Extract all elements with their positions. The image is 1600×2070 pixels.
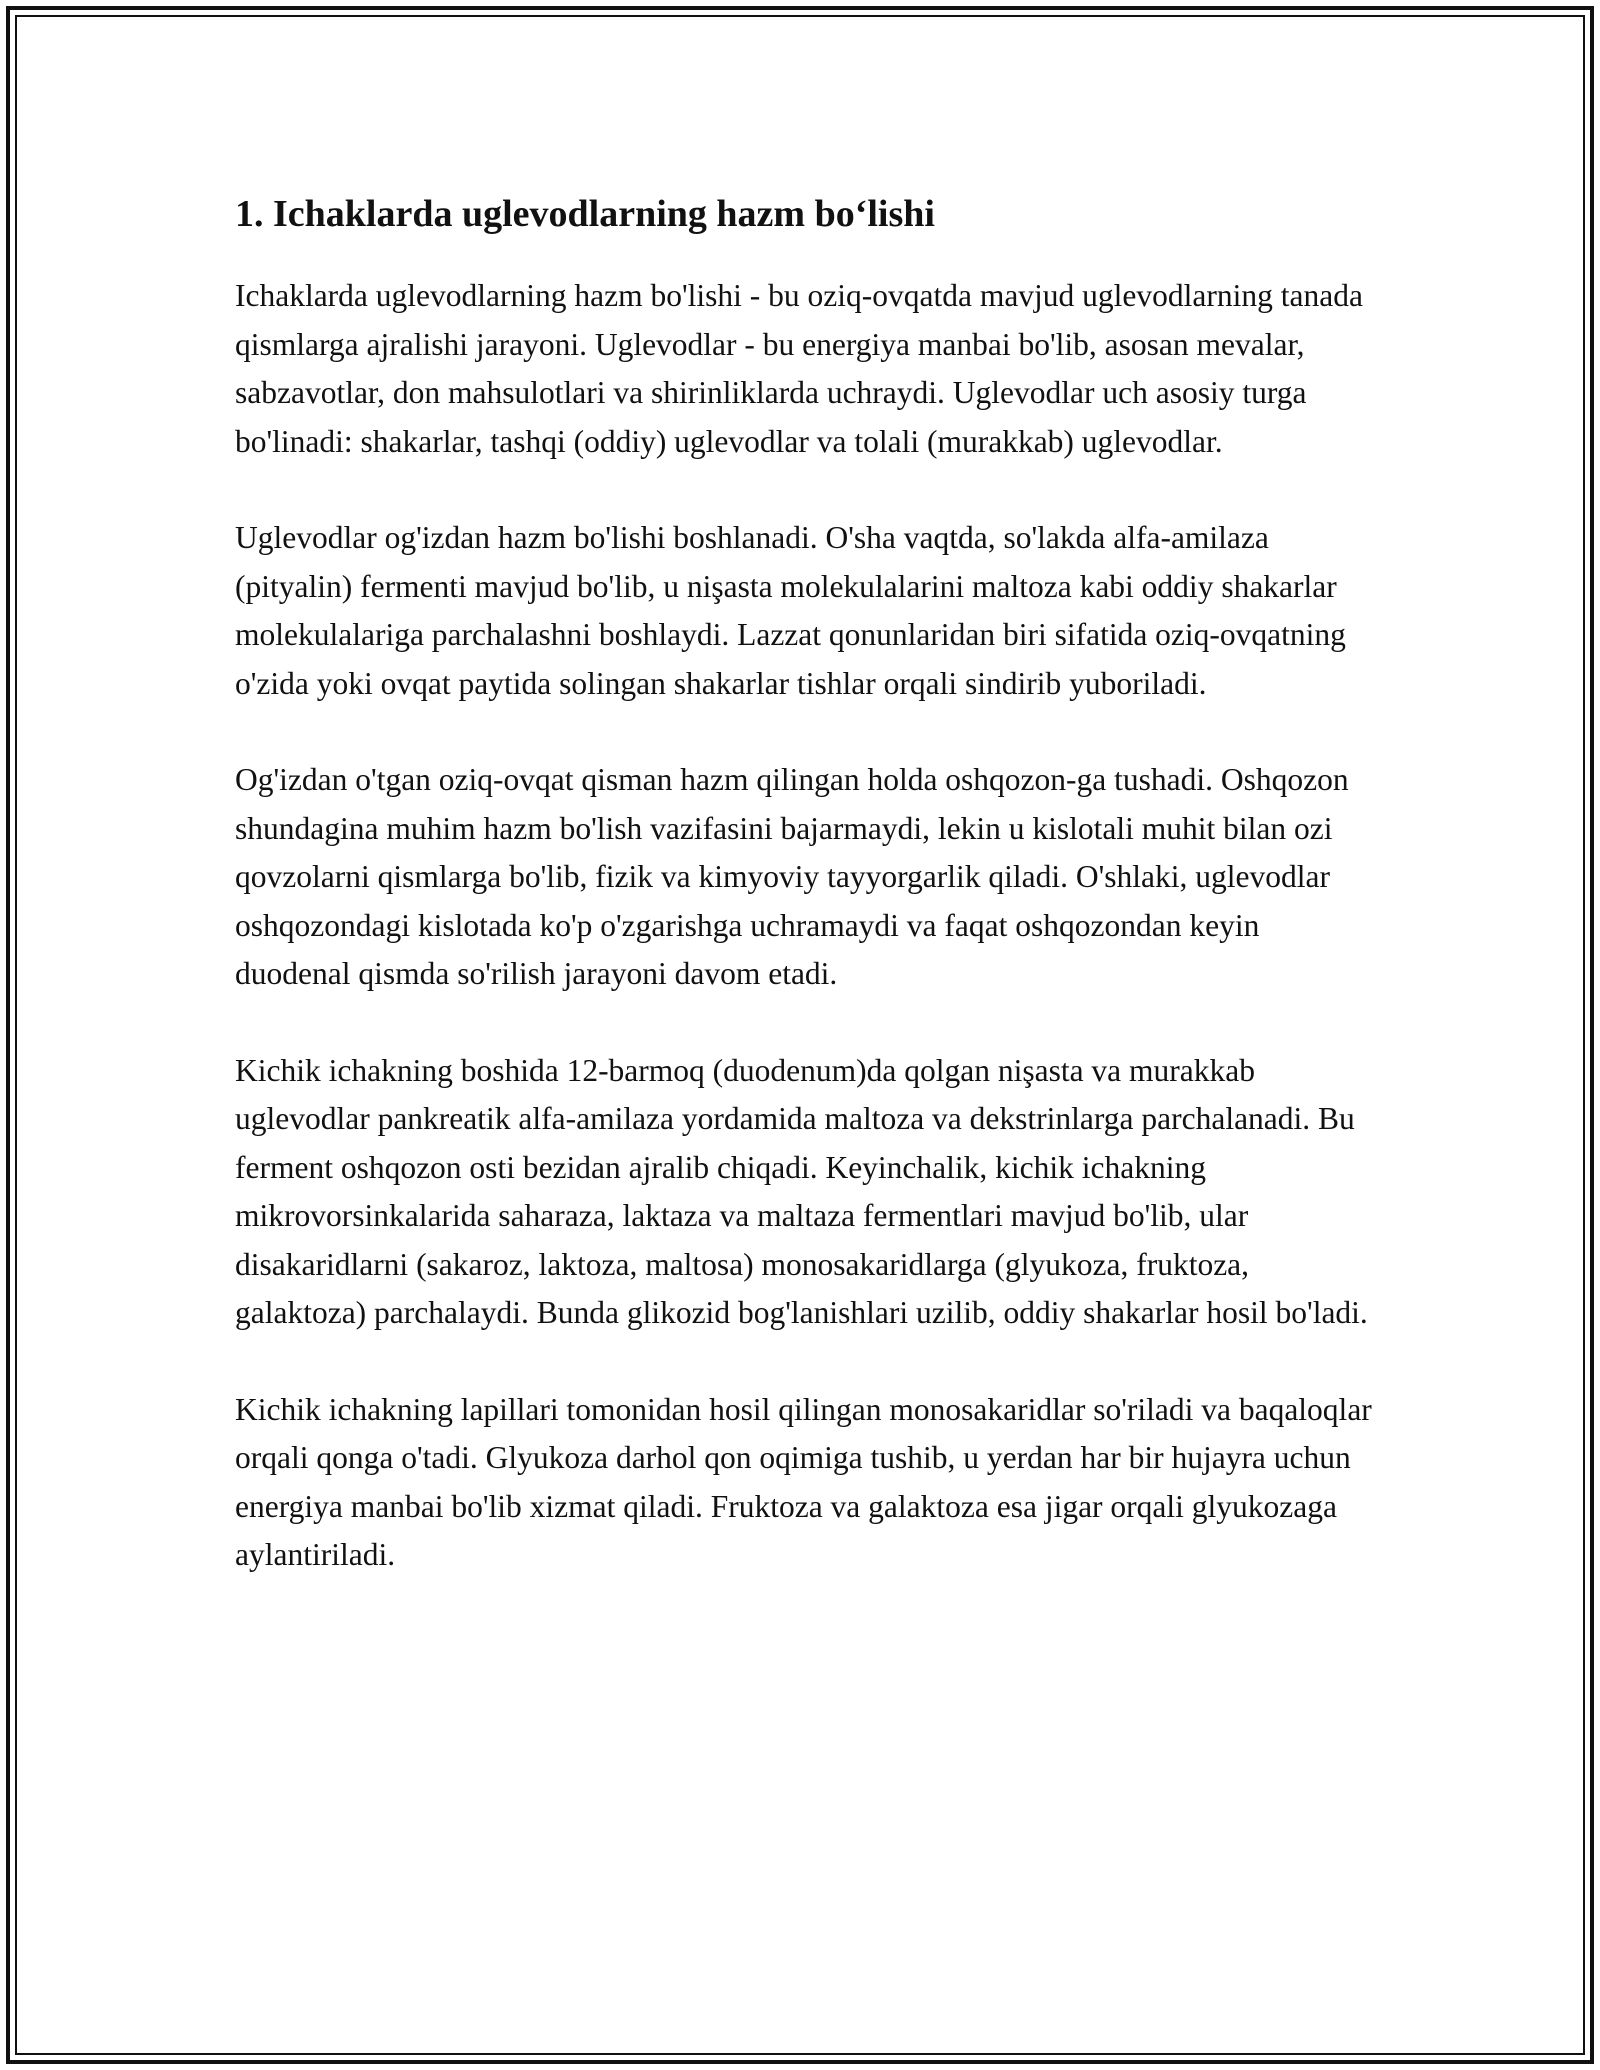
paragraph-2: Uglevodlar og'izdan hazm bo'lishi boshlanadi. O'sha vaqtda, so'lakda alfa-amilaza (pityalin) fermenti mavjud bo'lib, u nişasta molekulalarini maltoza kabi oddiy shakarlar molekulalariga parchalashni boshlaydi. Lazzat qonunlaridan biri sifatida oziq-ovqatning o'zida yoki ovqat paytida solingan shakarlar tishlar orqali sindirib yuboriladi.	[235, 520, 1346, 701]
paragraph-3: Og'izdan o'tgan oziq-ovqat qisman hazm qilingan holda oshqozon-ga tushadi. Oshqozon shundagina muhim hazm bo'lish vazifasini bajarmaydi, lekin u kislotali muhit bilan ozi qovzolarni qismlarga bo'lib, fizik va kimyoviy tayyorgarlik qiladi. O'shlaki, uglevodlar oshqozondagi kislotada ko'p o'zgarishga uchramaydi va faqat oshqozondan keyin duodenal qismda so'rilish jarayoni davom etadi.	[235, 762, 1349, 991]
paragraph-5: Kichik ichakning lapillari tomonidan hosil qilingan monosakaridlar so'riladi va baqaloqlar orqali qonga o'tadi. Glyukoza darhol qon oqimiga tushib, u yerdan har bir hujayra uchun energiya manbai bo'lib xizmat qiladi. Fruktoza va galaktoza esa jigar orqali glyukozaga aylantiriladi.	[235, 1391, 1372, 1572]
paragraph-4: Kichik ichakning boshida 12-barmoq (duodenum)da qolgan nişasta va murakkab uglevodlar pankreatik alfa-amilaza yordamida maltoza va dekstrinlarga parchalanadi. Bu ferment oshqozon osti bezidan ajralib chiqadi. Keyinchalik, kichik ichakning mikrovorsinkalarida saharaza, laktaza va maltaza fermentlari mavjud bo'lib, ular disakaridlarni (sakaroz, laktoza, maltosa) monosakaridlarga (glyukoza, fruktoza, galaktoza) parchalaydi. Bunda glikozid bog'lanishlari uzilib, oddiy shakarlar hosil bo'ladi.	[235, 1052, 1368, 1330]
paragraph-1: Ichaklarda uglevodlarning hazm bo'lishi - bu oziq-ovqatda mavjud uglevodlarning tanada qismlarga ajralishi jarayoni. Uglevodlar - bu energiya manbai bo'lib, asosan mevalar, sabzavotlar, don mahsulotlari va shirinliklarda uchraydi. Uglevodlar uch asosiy turga bo'linadi: shakarlar, tashqi (oddiy) uglevodlar va tolali (murakkab) uglevodlar.	[235, 278, 1363, 459]
document-body	[235, 186, 1375, 1628]
page-title: 1. Ichaklarda uglevodlarning hazm bo‘lishi	[235, 193, 935, 235]
